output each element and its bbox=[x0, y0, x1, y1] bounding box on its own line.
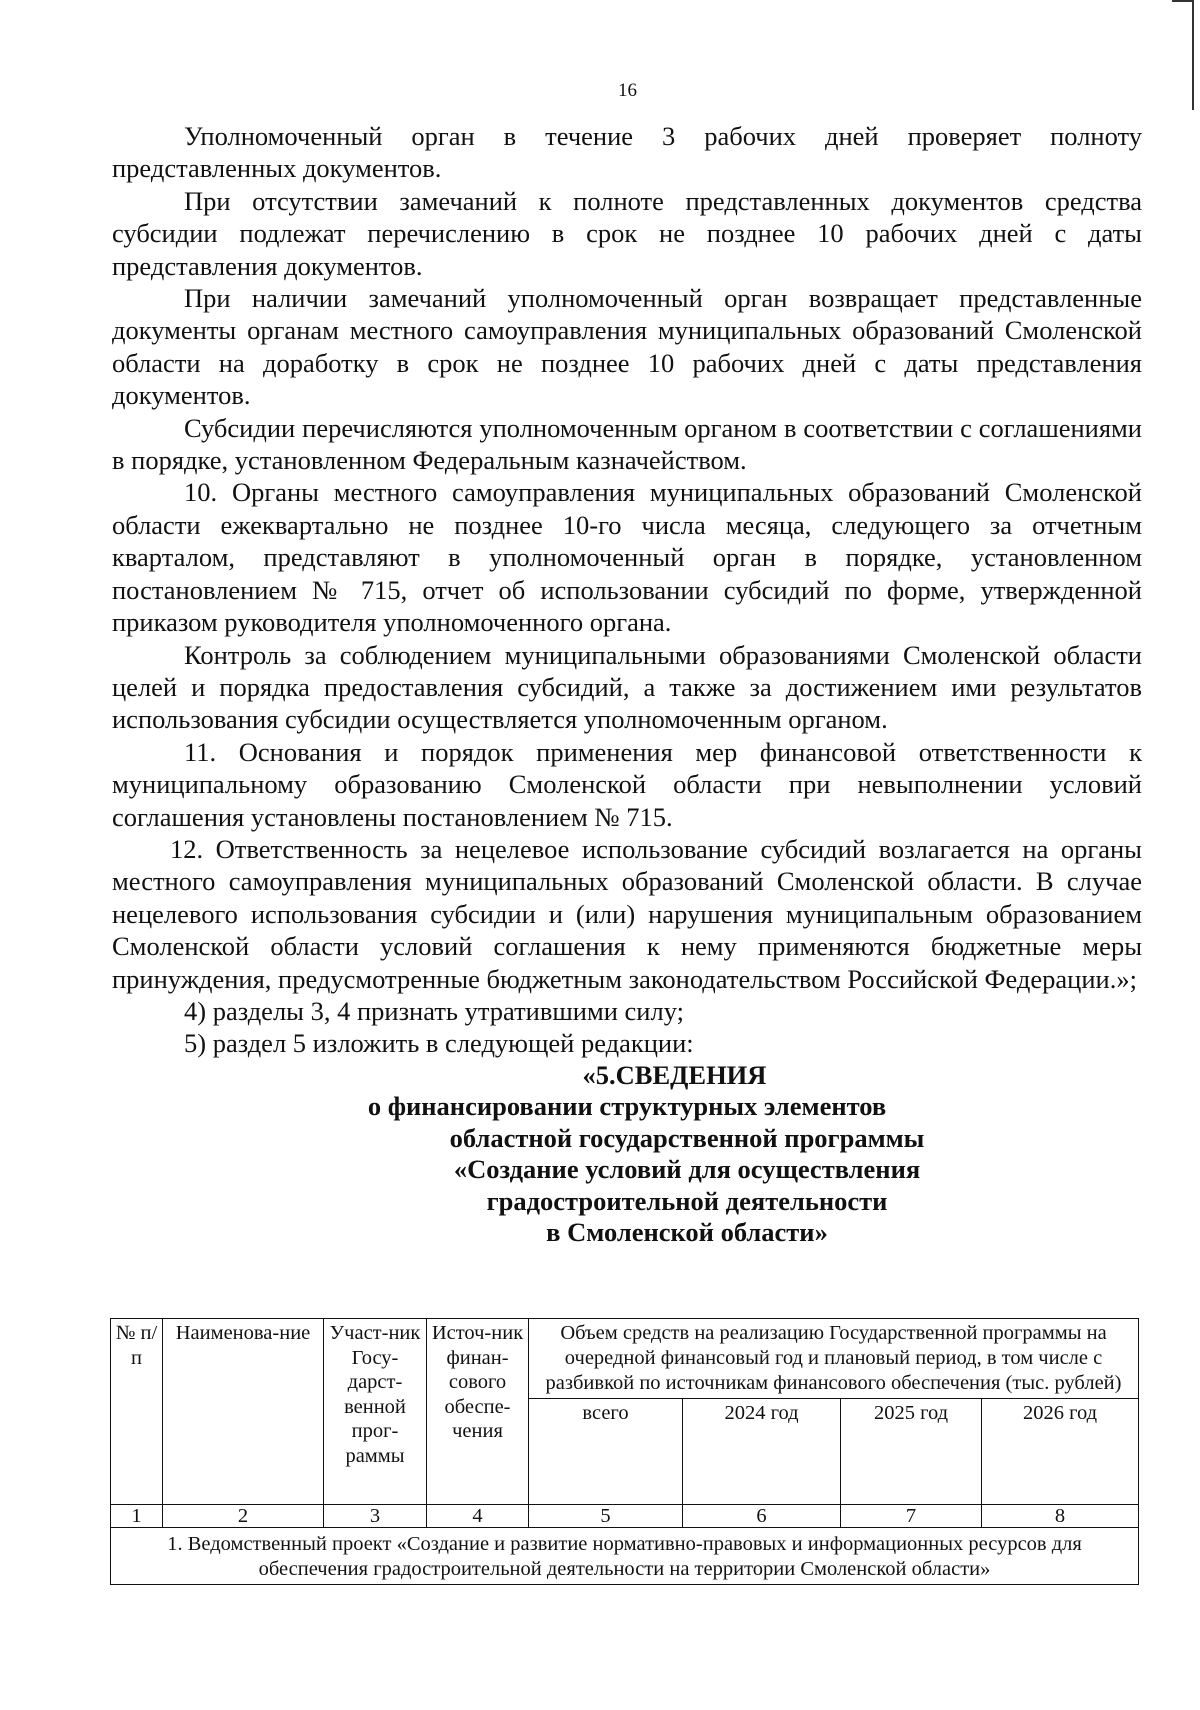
section-title-line-2: о финансировании структурных элементов bbox=[367, 1091, 887, 1122]
header-participant: Участ-ник Госу-дарст-венной прог-раммы bbox=[324, 1319, 427, 1505]
paragraph-2: При отсутствии замечаний к полноте представленных документов средства субсидии подлежат перечислению в срок не позднее 10 рабочих дней с даты представления документов. bbox=[112, 185, 1142, 281]
table-header-row-1 bbox=[111, 1319, 1139, 1399]
paragraph-1: Уполномоченный орган в течение 3 рабочих дней проверяет полноту представленных документов. bbox=[112, 121, 1142, 184]
paragraph-8: 12. Ответственность за нецелевое использование субсидий возлагается на органы местного самоуправления муниципальных образований Смоленской области. В случае нецелевого использования субсидии и (или) нарушения муниципальным образованием Смоленской области условий соглашения к нему применяются бюджетные меры принуждения, предусмотренные бюджетным законодательством Российской Федерации.»; bbox=[112, 833, 1142, 994]
column-number: 7 bbox=[841, 1505, 982, 1528]
column-number: 1 bbox=[111, 1505, 163, 1528]
paragraph-7: 11. Основания и порядок применения мер финансовой ответственности к муниципальному образованию Смоленской области при невыполнении условий соглашения установлены постановлением № 715. bbox=[112, 736, 1142, 832]
header-2025: 2025 год bbox=[841, 1399, 982, 1505]
paragraph-6: Контроль за соблюдением муниципальными образованиями Смоленской области целей и порядка предоставления субсидий, а также за достижением ими результатов использования субсидии осуществляется уполномоченным органом. bbox=[112, 639, 1142, 735]
header-2026: 2026 год bbox=[982, 1399, 1139, 1505]
section-title bbox=[112, 1060, 1142, 1249]
paragraph-5: 10. Органы местного самоуправления муниципальных образований Смоленской области ежеквартально не позднее 10-го числа месяца, следующего за отчетным кварталом, представляют в уполномоченный орган в порядке, установленном постановлением № 715, отчет об использовании субсидий по форме, утвержденной приказом руководителя уполномоченного органа. bbox=[112, 477, 1142, 638]
document-body bbox=[112, 120, 1142, 1249]
column-number: 8 bbox=[982, 1505, 1139, 1528]
header-volume: Объем средств на реализацию Государственной программы на очередной финансовый год и плановый период, в том числе с разбивкой по источникам финансового обеспечения (тыс. рублей) bbox=[529, 1319, 1139, 1399]
header-source: Источ-ник финан-сового обеспе-чения bbox=[427, 1319, 529, 1505]
column-number: 4 bbox=[427, 1505, 529, 1528]
table-project-row bbox=[111, 1528, 1139, 1585]
table-number-row bbox=[111, 1505, 1139, 1528]
header-no: № п/п bbox=[111, 1319, 163, 1505]
section-title-line-5: градостроительной деятельности bbox=[486, 1185, 888, 1216]
header-total: всего bbox=[529, 1399, 683, 1505]
column-number: 3 bbox=[324, 1505, 427, 1528]
column-number: 2 bbox=[163, 1505, 324, 1528]
page-edge-tick bbox=[1172, 0, 1194, 2]
section-title-line-4: «Создание условий для осуществления bbox=[453, 1154, 921, 1185]
column-number: 5 bbox=[529, 1505, 683, 1528]
paragraph-3: При наличии замечаний уполномоченный орган возвращает представленные документы органам местного самоуправления муниципальных образований Смоленской области на доработку в срок не позднее 10 рабочих дней с даты представления документов. bbox=[112, 283, 1142, 411]
header-2024: 2024 год bbox=[683, 1399, 841, 1505]
header-name: Наименова-ние bbox=[163, 1319, 324, 1505]
section-title-line-1: «5.СВЕДЕНИЯ bbox=[582, 1059, 767, 1090]
paragraph-10: 5) раздел 5 изложить в следующей редакции: bbox=[184, 1028, 694, 1059]
section-title-line-6: в Смоленской области» bbox=[546, 1217, 828, 1248]
project-title-cell: 1. Ведомственный проект «Создание и развитие нормативно-правовых и информационных ресурсов для обеспечения градостроительной деятельности на территории Смоленской области» bbox=[111, 1528, 1139, 1585]
page-number: 16 bbox=[618, 80, 637, 101]
financing-table bbox=[110, 1318, 1139, 1585]
paragraph-9: 4) разделы 3, 4 признать утратившими силу; bbox=[184, 995, 684, 1026]
column-number: 6 bbox=[683, 1505, 841, 1528]
paragraph-4: Субсидии перечисляются уполномоченным органом в соответствии с соглашениями в порядке, установленном Федеральным казначейством. bbox=[112, 412, 1142, 476]
section-title-line-3: областной государственной программы bbox=[449, 1122, 925, 1153]
